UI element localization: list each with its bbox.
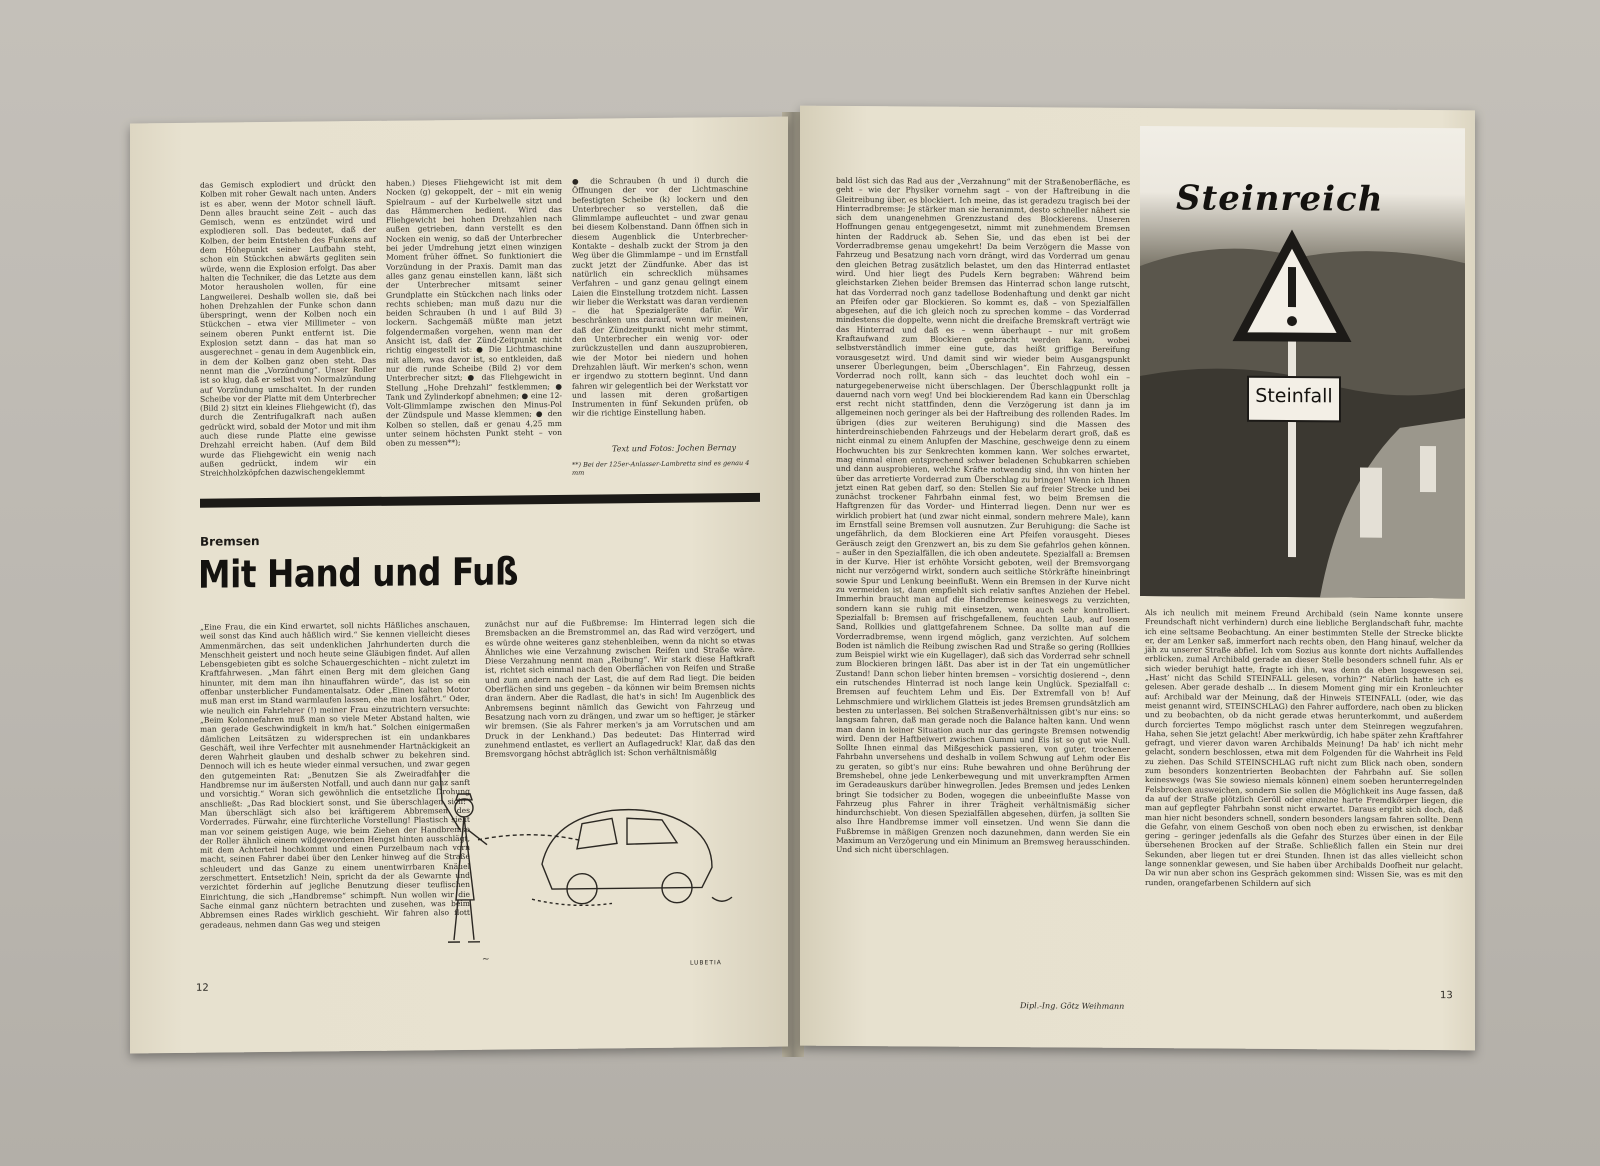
right-main-column: bald löst sich das Rad aus der „Verzahnung“ mit der Straßenoberfläche, es geht – wie der Physiker vornehm sagt – von der Haftreibung in die Gleitreibung über, es blockiert. Ich meine, das ist geradezu tragisch bei der Hinterradbremse: Je stärker man sie heranimmt, desto schneller nähert sie sich dem unangenehmen Grenzzustand des Blockierens. Unseren Hoffnungen genau entgegengesetzt, nimmt mit zunehmendem Bremsen hinten der Raddruck ab. Sehen Sie, und das eben ist bei der Vorderradbremse genau umgekehrt! Da beim Verzögern die Masse von Fahrzeug und Besatzung nach vorn drängt, wird das Vorderrad um genau den gleichen Betrag zusätzlich belastet, um den das Hinterrad entlastet wird. Und hier liegt des Pudels Kern begraben: Während beim gleichstarken Ziehen beider Bremsen das Hinterrad schon lange rutscht, hat das Vorderrad noch ganz tadellose Bodenhaftung und denkt gar nicht an Pfeifen oder gar Blockieren. So kommt es, daß – von Spezialfällen abgesehen, auf die ich gleich noch zu sprechen komme – das Vorderrad mindestens die doppelte, wenn nicht die dreifache Bremskraft verträgt wie das Hinterrad und daß es – wenn überhaupt – nur mit großem Kraftaufwand zum Blockieren gebracht werden kann, wobei selbstverständlich immer eine gute, das heißt griffige Bereifung vorausgesetzt wird. Und damit sind wir wieder beim Ausgangspunkt unserer Überlegungen, beim „Überschlagen“. Ein Fahrzeug, dessen Vorderrad noch rollt, kann sich – das leuchtet doch wohl ein – naturgegebenerweise nicht überschlagen. Der Überschlagpunkt rollt ja dauernd nach vorn weg! Und bei blockierendem Rad kann ein Überschlag erst recht nicht stattfinden, denn die Verzögerung ist dann ja im allgemeinen noch geringer als bei der Haftreibung des rollenden Rades. Im übrigen (dies zur weiteren Beruhigung) sind die Massen des hinterdreinschiebenden Fahrzeugs und der Hebelarm derart groß, daß es nicht einmal zu einem Anlupfen der Maschine, geschweige denn zu einem Hochwuchten bis zur Senkrechten kommen kann. Wer solches erwartet, mag einmal einen entsprechend schwer beladenen Schubkarren schieben und dann ausprobieren, welche Kräfte notwendig sind, ihn von hinten her über das arretierte Vorderrad zum Überschlag zu bringen! Wenn ich Ihnen jetzt einen Rat geben darf, so den: Stellen Sie auf freier Strecke und bei zunächst trockener Fahrbahn einmal fest, wo beim Bremsen die Haftgrenzen für das Vorder- und Hinterrad liegen. Denn nur wer es wirklich probiert hat (und zwar nicht einmal, sondern mehrere Male), kann im Ernstfall seine Bremsen voll ausnutzen. Zur Beruhigung: die Sache ist ungefährlich, da dem Blockieren eine Art Pfeifen vorausgeht. Dieses Geräusch zeigt den Grenzwert an, bis zu dem Sie gefahrlos gehen können. – außer in den Spezialfällen, die ich oben andeutete. Spezialfall a: Bremsen in der Kurve. Hier ist erhöhte Vorsicht geboten, weil der Bremsvorgang nicht nur verzögernd wirkt, sondern auch seitliche Störkräfte hineinbringt sowie Spur und Lenkung beeinflußt. Wenn ein Bremsen in der Kurve nicht zu vermeiden ist, dann empfiehlt sich relativ sanftes Anziehen der Hebel. Immerhin braucht man auf die Handbremse keineswegs zu verzichten, sondern kann sie ruhig mit einsetzen, wenn auch sehr kontrolliert. Spezialfall b: Bremsen auf frischgefallenem, feuchten Laub, auf losem Sand, Rollkies und glattgefahrenem Schnee. Da sollte man auf die Vorderradbremse, wenn irgend möglich, ganz verzichten. Auf solchem Boden ist nämlich die Reibung zwischen Rad und Straße so gering (Rollkies zum Beispiel wirkt wie ein Kugellager), daß sich das Vorderrad sehr schnell zum Blockieren bringen läßt. Das aber ist in der Tat ein ungemütlicher Zustand! Dann schon lieber hinten bremsen – vorsichtig dosierend –, denn ein rutschendes Hinterrad ist noch lange kein Unglück. Spezialfall c: Bremsen auf feuchtem Lehm und Eis. Der Extremfall von b! Auf Lehmschmiere und wirklichem Glatteis ist jedes Bremsen grundsätzlich am besten zu unterlassen. Bei solchen Straßenverhältnissen gibt's nur eins: so langsam fahren, daß man gerade noch die Balance halten kann. Und wenn man dann in keiner Situation auch nur das geringste Bremsen notwendig wird. Denn der Haftbeiwert zwischen Gummi und Eis ist so gut wie Null. Sollte Ihnen einmal das Mißgeschick passieren, von guter, trockener Fahrbahn unversehens und deshalb in vollem Schwung auf Lehm oder Eis zu geraten, so gibt's nur eins: Ruhe bewahren und ohne Berührung der Bremshebel, ohne jede Lenkerbewegung und mit unverkrampften Armen im Geradeauskurs darüber hinwegrollen. Jedes Bremsen und jedes Lenken bringt Sie todsicher zu Boden, wogegen die unbeeinflußte Masse von Fahrzeug plus Fahrer in ihrer Trägheit verhältnismäßig sicher hindurchschiebt. Von diesen Spezialfällen abgesehen, dürfen, ja sollten Sie also Ihre Handbremse immer voll einsetzen. Und wenn Sie dann die Fußbremse in mäßigen Grenzen noch dazunehmen, dann werden Sie ein Maximum an Verzögerung und ein Minimum an Bremsweg herausschinden. Und sich nicht überschlagen. — [836, 175, 1130, 856]
top-column-1: das Gemisch explodiert und drückt den Kolben mit roher Gewalt nach unten. Anders ist es aber, wenn der Motor schnell läuft. Denn alles braucht seine Zeit – auch das Gemisch, wenn es entzündet wird und explodieren soll. Das bedeutet, daß der Kolben, der beim Entstehen des Funkens auf dem Höhepunkt seiner Laufbahn steht, schon ein Stückchen abwärts gegliten sein würde, wenn die Explosion erfolgt. Das aber halten die Techniker, die das Letzte aus dem Motor herausholen wollen, für eine Langweilerei. Deshalb wollen sie, daß bei hohen Drehzahlen der Funke schon dann überspringt, wenn der Kolben noch ein Stückchen – etwa vier Millimeter – von seinem oberen Punkt entfernt ist. Die Explosion setzt dann – das hat man so ausgerechnet – genau in dem Augenblick ein, in dem der Kolben ganz oben steht. Das nennt man die „Vorzündung“. Unser Roller ist so klug, daß er selbst von Normalzündung auf Vorzündung umschaltet. In der runden Scheibe vor der Platte mit dem Unterbrecher (Bild 2) sitzt ein kleines Fliehgewicht (f), das durch die Zentrifugalkraft nach außen gedrückt wird, sobald der Motor und mit ihm auch diese runde Platte eine gewisse Drehzahl erreicht haben. (Auf dem Bild wurde das Fliehgewicht ein wenig nach außen gedrückt, indem wir ein Streichholzköpfchen dazwischengeklemmt — [200, 178, 376, 478]
author-credit: Dipl.-Ing. Götz Weihmann — [1020, 1001, 1125, 1011]
section-kicker: Bremsen — [200, 534, 260, 549]
sign-label: Steinfall — [1255, 384, 1333, 408]
steinfall-photo — [1140, 126, 1465, 598]
top-column-3: ● die Schrauben (h und i) durch die Öffnungen der vor der Lichtmaschine befestigten Scheibe (k) lockern und den Unterbrecher so verstellen, daß die Glimmlampe aufleuchtet – und zwar genau bei diesem Kolbenstand. Dann öffnen sich in diesem Augenblick die Unterbrecher-Kontakte – deshalb zuckt der Strom ja den Weg über die Glimmlampe – und im Ernstfall zuckt jetzt der Zündfunke. Aber das ist natürlich ein schrecklich mühsames Verfahren – und ganz genau gelingt einem Laien die Einstellung trotzdem nicht. Lassen wir lieber die Werkstatt was daran verdienen – die hat Spezialgeräte dafür. Wir beschränken uns darauf, wenn wir meinen, daß der Zündzeitpunkt nicht mehr stimmt, den Unterbrecher ein wenig vor- oder zurückzustellen und dann auszuprobieren, wie der Motor bei niedern und hohen Drehzahlen läuft. Wir merken's schon, wenn er irgendwo zu stottern beginnt. Und dann fahren wir gelegentlich bei der Werkstatt vor und lassen mit deren großartigen Instrumenten in fünf Sekunden prüfen, ob wir die richtige Einstellung haben. — [572, 174, 748, 419]
page-number-left: 12 — [196, 982, 209, 994]
section-rule — [200, 493, 760, 508]
page-number-right: 13 — [1440, 990, 1453, 1002]
right-side-column: Als ich neulich mit meinem Freund Archibald (sein Name konnte unsere Freundschaft nicht verhindern) durch eine liebliche Berglandschaft fuhr, machte ich eine seltsame Beobachtung. An einer bestimmten Stelle der Strecke blickte er, der am Lenker saß, immerfort nach rechts oben, den Hang hinauf, welcher da jäh zu unserer Straße abfiel. Ich vom Sozius aus konnte dort nichts Auffallendes erblicken, zumal Archibald gerade an dieser Stelle besonders schnell fuhr. Als er sich wieder beruhigt hatte, fragte ich ihn, was denn da eben losgewesen sei. „Hast’ nicht das Schild STEINFALL gelesen, vorhin?“ Natürlich hatte ich es gelesen. Aber gerade deshalb ... In diesem Moment ging mir ein Kronleuchter auf: Archibald war der Meinung, daß der Hinweis STEINFALL (oder, wie das meist genannt wird, STEINSCHLAG) den Fahrer auffordere, nach oben zu blicken und zu beobachten, ob da nicht gerade etwas herunterkommt, und außerdem durch forciertes Tempo möglichst rasch unter dem Steinregen wegzufahren. Haha, sehen Sie jetzt gelacht! Aber merkwürdig, ich habe später zehn Kraftfahrer gefragt, und vierer davon waren Archibalds Meinung! Da hab' ich nicht mehr gelacht, sondern beschlossen, etwa mit dem Folgenden für die Wahrheit ins Feld zu ziehen. Das Schild STEINSCHLAG ruft nicht zum Blick nach oben, sondern zum besonders konzentrierten Beobachten der Fahrbahn auf. Sie sollen keineswegs (was Sie sowieso niemals können) einem soeben herunterregelnden Felsbrocken ausweichen, sondern Sie sollen die Möglichkeit ins Auge fassen, daß da auf der Straße plötzlich Geröll oder einzelne harte Fremdkörper liegen, die man auf gepflegter Fahrbahn sonst nicht erwartet. Daraus ergibt sich doch, daß man hier nicht besonders schnell, sondern besonders langsam fahren sollte. Denn die Gefahr, von einem Geschoß von oben noch eben zu erwischen, ist denkbar gering – geringer jedenfalls als die Gefahr des Sturzes über einen in der Eile übersehenen Brocken auf der Straße. Schließlich fallen ein Stein nur drei Sekunden, aber liegen tut er drei Stunden. Ihnen ist das alles vielleicht schon lange sonnenklar gewesen, und Sie haben über Archibalds Doofheit nur gelacht. Da wir nun aber schon ins Gespräch gekommen sind: Wissen Sie, was es mit den runden, orangefarbenen Schildern auf sich — [1145, 608, 1463, 888]
photo-credit: Text und Fotos: Jochen Bernay — [612, 443, 736, 454]
article-column-1: „Eine Frau, die ein Kind erwartet, soll nichts Häßliches anschauen, weil sonst das Kind auch häßlich wird.“ Sie kennen vielleicht dieses Ammenmärchen, das seit undenklichen Jahrhunderten durch die Menschheit geistert und noch heute seine Gläubigen findet. Auf allen Lebensgebieten gibt es solche Schauergeschichten – nicht zuletzt im Kraftfahrwesen. „Man fährt einen Berg mit dem gleichen Gang hinunter, mit dem man ihn hinauffahren würde“, das ist so ein offenbar unsterblicher Fundamentalsatz. Oder „Einen kalten Motor muß man erst im Stand warmlaufen lassen, ehe man losfährt.“ Oder, wie neulich ein Fahrlehrer (!) meiner Frau einzutrichtern versuchte: „Beim Kolonnefahren muß man so viele Meter Abstand halten, wie man gerade Geschwindigkeit in km/h hat.“ Solchen einigermaßen dämlichen Leitsätzen zu widersprechen ist ein undankbares Geschäft, weil ihre Verfechter mit ausnehmender Hartnäckigkeit an deren Wahrheit glauben und deshalb schwer zu bekehren sind. Dennoch will ich es heute wieder einmal versuchen, und zwar gegen den gutgemeinten Rat: „Benutzen Sie als Zweiradfahrer die Handbremse nur im äußersten Notfall, und auch dann nur ganz sanft und vorsichtig.“ Woran sich gewöhnlich die entsetzliche Drohung anschließt: „Das Rad blockiert sonst, und Sie überschlagen sich!“ Man überschlägt sich also bei kräftigerem Abbremsen des Vorderrades. Fürwahr, eine fürchterliche Vorstellung! Plastisch sieht man vor seinem geistigen Auge, wie beim Ziehen der Handbremse der Roller ähnlich einem wildgewordenen Hengst hinten ausschlägt, mit dem Achterteil hochkommt und einen Purzelbaum nach vorn macht, seinen Fahrer dabei über den Lenker hinweg auf die Straße schleudert und das Ganze zu einem unentwirrbaren Knäuel zerschmettert. Entsetzlich! Nein, spricht da der als Gewarnte und verzichtet förderhin auf jegliche Benutzung dieser teuflischen Einrichtung, die sich „Handbremse“ schimpft. Nun wollen wir die Sache einmal ganz nüchtern betrachten und zusehen, was beim Abbremsen eines Rades wirklich geschieht. Wir fahren also flott geradeaus, nehmen dann Gas weg und steigen — [200, 619, 470, 930]
article-column-2: zunächst nur auf die Fußbremse: Im Hinterrad legen sich die Bremsbacken an die Bremstrommel an, das Rad wird verzögert, und es würde ohne weiteres ganz stehenbleiben, wenn da nicht so etwas Ähnliches wie eine Verzahnung zwischen Reifen und Straße wäre. Diese Verzahnung nennt man „Reibung“. Wir stark diese Haftkraft ist, richtet sich einmal nach den Oberflächen von Reifen und Straße und zum andern nach der Last, die auf dem Rad liegt. Die beiden Oberflächen sind uns gegeben – da können wir beim Bremsen nichts dran ändern. Aber die Radlast, die hat's in sich! Im Augenblick des Anbremsens beginnt nämlich das Gewicht von Fahrzeug und Besatzung nach vorn zu drängen, und zwar um so heftiger, je stärker wir bremsen. (Sie als Fahrer merken's ja am Vorrutschen und am Druck in der Lenkhand.) Das bedeutet: Das Hinterrad wird zunehmend entlastet, es verliert an Auflagedruck! Klar, daß das den Bremsvorgang höchst abträglich ist: Schon verhältnismäßig — [485, 616, 755, 759]
top-column-2: haben.) Dieses Fliehgewicht ist mit dem Nocken (g) gekoppelt, der – mit ein wenig Spielraum – auf der Kurbelwelle sitzt und das Hämmerchen bedient. Wird das Fliehgewicht bei hohen Drehzahlen nach außen getrieben, dann verstellt es den Nocken ein wenig, so daß der Unterbrecher bei jeder Umdrehung jetzt einen winzigen Moment früher öffnet. So funktioniert die Vorzündung in der Praxis. Damit man das alles ganz genau einstellen kann, läßt sich der Unterbrecher mitsamt seiner Grundplatte ein Stückchen nach links oder rechts schieben; man muß dazu nur die beiden Schrauben (h und i auf Bild 3) lockern. Sachgemäß müßte man jetzt folgendermaßen vorgehen, wenn man der Ansicht ist, daß der Zünd-Zeitpunkt nicht richtig eingestellt ist: ● Die Lichtmaschine mit allem, was davor ist, so entkleiden, daß nur die runde Scheibe (Bild 2) vor dem Unterbrecher sitzt; ● das Fliehgewicht in Stellung „Hohe Drehzahl“ festklemmen; ● Tank und Zylinderkopf abnehmen; ● eine 12-Volt-Glimmlampe zwischen den Minus-Pol der Zündspule und Masse klemmen; ● den Kolben so stellen, daß er genau 4,25 mm unter seinem höchsten Punkt steht – von oben zu messen**); — [386, 176, 562, 449]
braking-cartoon-illustration — [412, 747, 742, 970]
left-page — [130, 117, 788, 1054]
right-page — [800, 106, 1475, 1051]
footnote: **) Bei der 125er-Anlasser-Lambretta sind es genau 4 mm — [572, 458, 750, 477]
svg-text:~: ~ — [482, 954, 490, 965]
cartoon-signature: LUBETIA — [690, 959, 722, 967]
photo-headline: Steinreich — [1176, 178, 1384, 220]
article-headline: Mit Hand und Fuß — [198, 549, 519, 597]
